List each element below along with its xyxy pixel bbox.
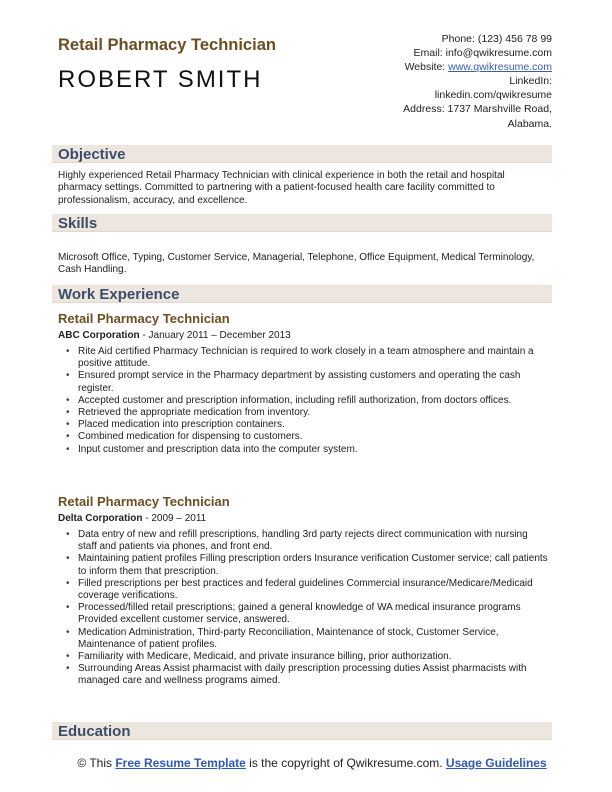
list-item: • Combined medication for dispensing to customers. <box>64 431 548 443</box>
job-2-bullets <box>64 529 548 688</box>
list-item: • Filled prescriptions per best practices and federal guidelines Commercial insurance/Medicare/Medicaid coverage verifications. <box>64 578 548 602</box>
job-2-employer <box>58 513 206 525</box>
education-heading <box>52 722 552 740</box>
linkedin-label: LinkedIn: <box>509 75 552 88</box>
objective-heading <box>52 145 552 163</box>
list-item: • Accepted customer and prescription information, including refill authorization, from doctors offices. <box>64 395 548 407</box>
experience-heading <box>52 285 552 303</box>
job-2-company: Delta Corporation <box>58 513 143 524</box>
list-item: • Medication Administration, Third-party Reconciliation, Maintenance of stock, Customer Service, Maintenance of patient profiles. <box>64 627 548 651</box>
list-item: • Maintaining patient profiles Filling prescription orders Insurance verification Customer service; call patients to inform them that prescription. <box>64 553 548 577</box>
address-line-1: Address: 1737 Marshville Road, <box>403 103 552 116</box>
objective-text: Highly experienced Retail Pharmacy Technician with clinical experience in both the retail and hospital pharmacy settings. Committed to partnering with a patient-focused health care facility committed to professionalism, accuracy, and excellence. <box>58 170 505 206</box>
copyright-footer <box>52 756 572 770</box>
skills-heading-text: Skills <box>58 215 98 232</box>
address-line-2: Alabama. <box>507 117 552 130</box>
job-1-dates: - January 2011 – December 2013 <box>139 330 291 341</box>
list-item: • Input customer and prescription data into the computer system. <box>64 444 548 456</box>
usage-guidelines-link[interactable]: Usage Guidelines <box>445 756 547 770</box>
linkedin-url: linkedin.com/qwikresume <box>434 89 552 102</box>
website-link[interactable]: www.qwikresume.com <box>448 61 552 74</box>
job-1-employer <box>58 330 291 342</box>
footer-prefix: © This <box>77 756 116 770</box>
job-2-dates: - 2009 – 2011 <box>142 513 207 524</box>
list-item: • Retrieved the appropriate medication from inventory. <box>64 407 548 419</box>
footer-middle: is the copyright of Qwikresume.com. <box>245 756 446 770</box>
list-item: • Processed/filled retail prescriptions; gained a general knowledge of WA medical insurance programs Provided excellent customer service, answered. <box>64 602 548 626</box>
job-1-company: ABC Corporation <box>58 330 140 341</box>
experience-heading-text: Work Experience <box>58 286 180 303</box>
contact-block <box>322 32 552 131</box>
education-heading-text: Education <box>58 723 131 740</box>
list-item: • Data entry of new and refill prescriptions, handling 3rd party rejects direct communication with nursing staff and patients via phones, and front end. <box>64 529 548 553</box>
list-item: • Surrounding Areas Assist pharmacist with daily prescription processing duties Assist pharmacists with managed care and wellness programs aimed. <box>64 663 548 687</box>
job-1-bullets <box>64 346 548 456</box>
objective-heading-text: Objective <box>58 146 126 163</box>
resume-header <box>58 30 552 150</box>
skills-heading <box>52 214 552 232</box>
list-item: • Ensured prompt service in the Pharmacy department by assisting customers and operating the cash register. <box>64 370 548 394</box>
website <box>322 60 552 74</box>
phone: Phone: (123) 456 78 99 <box>441 33 552 45</box>
candidate-name: ROBERT SMITH <box>58 66 263 93</box>
email: Email: info@qwikresume.com <box>413 47 552 60</box>
skills-text: Microsoft Office, Typing, Customer Service, Managerial, Telephone, Office Equipment, Medical Terminology, Cash Handling. <box>58 252 535 276</box>
job-2-title: Retail Pharmacy Technician <box>58 494 230 509</box>
list-item: • Rite Aid certified Pharmacy Technician is required to work closely in a team atmosphere and maintain a positive attitude. <box>64 346 548 370</box>
website-label: Website: <box>404 61 449 74</box>
job-1-title: Retail Pharmacy Technician <box>58 311 230 326</box>
list-item: • Familiarity with Medicare, Medicaid, and private insurance billing, prior authorization. <box>64 651 548 663</box>
job-title: Retail Pharmacy Technician <box>58 36 276 54</box>
list-item: • Placed medication into prescription containers. <box>64 419 548 431</box>
free-resume-template-link[interactable]: Free Resume Template <box>115 756 246 770</box>
